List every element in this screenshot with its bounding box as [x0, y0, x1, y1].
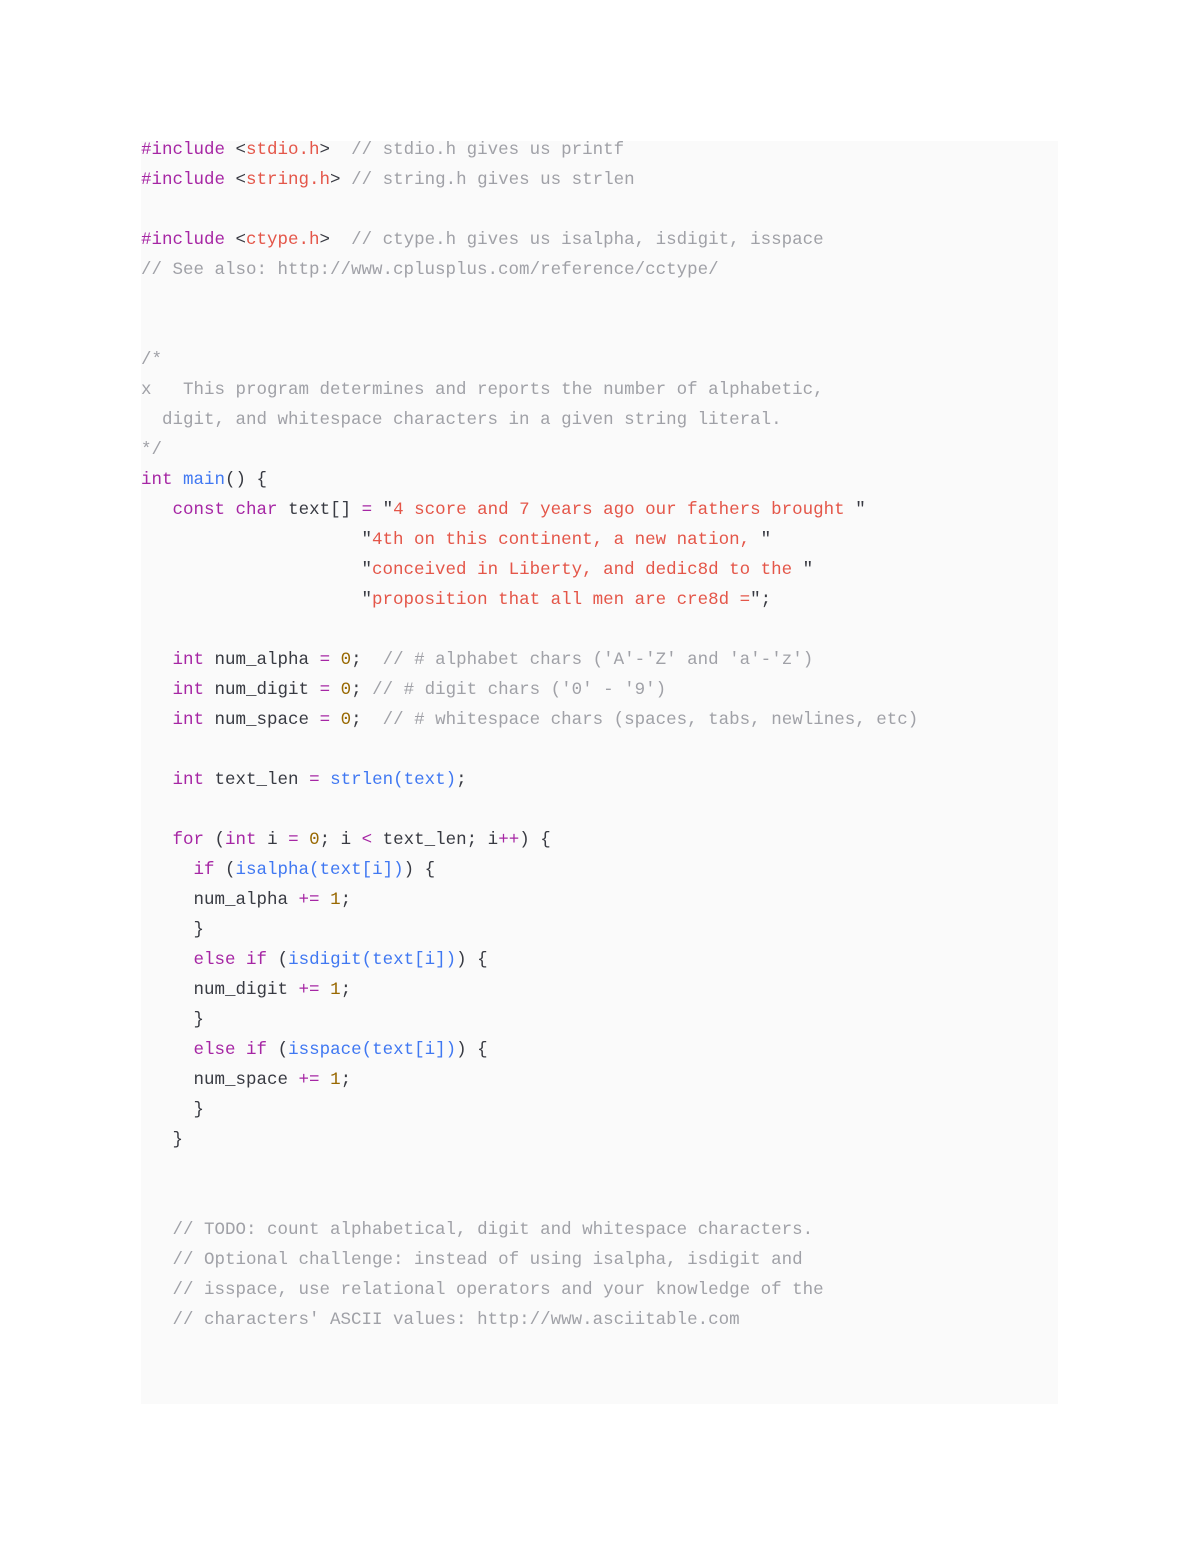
code-token-keyword: else [193, 1040, 236, 1060]
code-token-string: 4th on this continent, a new nation, [372, 530, 761, 550]
code-token-keyword: int [172, 710, 205, 730]
code-token-plain: ( [204, 830, 226, 850]
code-token-plain: num_space [204, 710, 320, 730]
code-token-plain: () { [225, 470, 268, 490]
code-token-plain: ; [340, 890, 352, 910]
code-token-keyword: else [193, 950, 236, 970]
code-token-plain: text_len; i [372, 830, 499, 850]
code-token-comment: x This program determines and reports the number of alphabetic, [141, 380, 824, 400]
code-token-comment: // TODO: count alphabetical, digit and whitespace characters. [172, 1220, 814, 1240]
code-token-number: 1 [330, 1070, 341, 1090]
code-token-plain: num_alpha [141, 890, 299, 910]
code-token-plain: > [319, 140, 352, 160]
code-token-operator: = [288, 830, 299, 850]
code-token-plain: < [225, 170, 247, 190]
code-token-plain [320, 1070, 331, 1090]
code-line [141, 648, 813, 672]
code-line [141, 1308, 740, 1332]
code-token-plain: ) { [456, 1040, 488, 1060]
code-token-plain: " [141, 530, 373, 550]
code-line [141, 768, 467, 792]
code-token-keyword: #include [141, 140, 226, 160]
code-line [141, 1098, 204, 1122]
code-token-plain [236, 1040, 247, 1060]
code-line [141, 1068, 351, 1092]
code-token-plain: num_digit [204, 680, 320, 700]
code-token-keyword: int [172, 680, 205, 700]
code-token-plain [330, 650, 341, 670]
code-token-operator: = [361, 500, 373, 520]
code-token-comment: // isspace, use relational operators and your knowledge of the [172, 1280, 824, 1300]
code-token-plain: " [141, 590, 373, 610]
code-line [141, 438, 162, 462]
code-token-comment: // # digit chars ('0' - '9') [372, 680, 667, 700]
code-token-comment: // Optional challenge: instead of using isalpha, isdigit and [172, 1250, 803, 1270]
code-token-function: isalpha(text[i]) [235, 860, 404, 880]
code-token-number: 0 [340, 650, 352, 670]
code-token-plain: i [256, 830, 289, 850]
code-token-keyword: char [235, 500, 278, 520]
code-token-plain [225, 500, 236, 520]
code-token-comment: // # alphabet chars ('A'-'Z' and 'a'-'z') [382, 650, 814, 670]
code-line [141, 1218, 813, 1242]
code-token-comment: */ [141, 440, 163, 460]
code-token-keyword: if [246, 950, 268, 970]
code-token-keyword: if [246, 1040, 268, 1060]
code-token-plain: text[] [277, 500, 362, 520]
code-line [141, 228, 824, 252]
code-token-comment: // # whitespace chars (spaces, tabs, newlines, etc) [382, 710, 919, 730]
code-line [141, 258, 719, 282]
code-line [141, 678, 666, 702]
code-token-plain: " [760, 530, 772, 550]
code-line [141, 978, 351, 1002]
code-token-plain: ; i [319, 830, 362, 850]
code-token-plain [320, 890, 331, 910]
code-token-plain [141, 500, 173, 520]
code-token-function: strlen(text) [330, 770, 457, 790]
code-token-plain: text_len [204, 770, 310, 790]
code-token-plain [141, 1040, 194, 1060]
code-token-plain: ; [340, 980, 352, 1000]
code-token-comment: /* [141, 350, 163, 370]
code-token-operator: += [298, 980, 320, 1000]
code-token-string: proposition that all men are cre8d = [372, 590, 751, 610]
code-token-plain: " [372, 500, 394, 520]
code-token-plain [299, 830, 310, 850]
code-line [141, 1008, 204, 1032]
code-token-plain: ) { [519, 830, 551, 850]
code-token-plain: } [141, 1010, 205, 1030]
code-token-plain: ; [340, 1070, 352, 1090]
code-token-operator: ++ [498, 830, 520, 850]
code-token-string: stdio.h [246, 140, 320, 160]
code-token-plain [141, 650, 173, 670]
code-token-string: conceived in Liberty, and dedic8d to the [372, 560, 803, 580]
code-token-plain: ; [351, 710, 383, 730]
code-line [141, 378, 824, 402]
code-token-plain: < [225, 230, 247, 250]
code-token-number: 0 [340, 710, 352, 730]
code-token-keyword: #include [141, 170, 226, 190]
code-line [141, 1128, 183, 1152]
code-line [141, 888, 351, 912]
code-token-plain: ) { [403, 860, 436, 880]
code-line [141, 1038, 488, 1062]
code-line [141, 138, 624, 162]
code-token-plain [236, 950, 247, 970]
code-token-plain [330, 710, 341, 730]
code-token-plain [330, 680, 341, 700]
code-token-keyword: int [225, 830, 257, 850]
code-token-keyword: int [172, 770, 205, 790]
code-line [141, 858, 435, 882]
code-token-keyword: #include [141, 230, 226, 250]
code-token-plain [141, 1250, 173, 1270]
code-token-comment: // stdio.h gives us printf [351, 140, 625, 160]
code-token-number: 0 [309, 830, 320, 850]
code-token-plain [141, 1220, 173, 1240]
code-token-plain [141, 680, 173, 700]
code-token-plain [141, 770, 173, 790]
code-token-plain [141, 950, 194, 970]
code-line [141, 408, 782, 432]
code-line [141, 828, 551, 852]
code-token-plain: < [225, 140, 247, 160]
code-token-plain: ; [456, 770, 467, 790]
code-line [141, 948, 488, 972]
code-token-operator: = [309, 770, 320, 790]
code-token-comment: // See also: http://www.cplusplus.com/reference/cctype/ [141, 260, 719, 280]
code-token-number: 1 [330, 890, 341, 910]
code-token-plain: " [855, 500, 866, 520]
code-token-string: string.h [246, 170, 331, 190]
code-token-operator: = [319, 680, 331, 700]
code-token-plain: } [141, 920, 205, 940]
code-token-function: isdigit(text[i]) [288, 950, 457, 970]
code-token-plain [320, 770, 331, 790]
code-token-plain: " [802, 560, 814, 580]
code-token-plain [141, 710, 173, 730]
code-token-string: ctype.h [246, 230, 320, 250]
code-token-comment: // characters' ASCII values: http://www.asciitable.com [172, 1310, 740, 1330]
code-token-string: 4 score and 7 years ago our fathers brought [393, 500, 856, 520]
code-line [141, 528, 771, 552]
code-token-operator: = [319, 650, 331, 670]
code-line [141, 168, 635, 192]
code-token-plain: > [319, 230, 352, 250]
code-token-plain: ; [351, 650, 383, 670]
code-token-plain: ; [351, 680, 373, 700]
code-token-keyword: if [193, 860, 215, 880]
code-token-function: isspace(text[i]) [288, 1040, 457, 1060]
code-token-keyword: const [172, 500, 226, 520]
code-token-plain: "; [750, 590, 772, 610]
code-token-number: 1 [330, 980, 341, 1000]
code-token-operator: = [319, 710, 331, 730]
code-line [141, 348, 162, 372]
code-line [141, 558, 813, 582]
code-token-comment: // ctype.h gives us isalpha, isdigit, isspace [351, 230, 824, 250]
code-token-plain: ) { [456, 950, 488, 970]
code-token-plain [141, 1310, 173, 1330]
code-token-operator: < [361, 830, 373, 850]
code-token-plain: " [141, 560, 373, 580]
code-token-plain [141, 860, 194, 880]
code-line [141, 468, 267, 492]
code-token-plain: } [141, 1130, 184, 1150]
code-line [141, 918, 204, 942]
code-token-plain: num_space [141, 1070, 299, 1090]
code-token-number: 0 [340, 680, 352, 700]
code-token-keyword: int [172, 650, 205, 670]
code-token-keyword: for [172, 830, 205, 850]
code-token-plain: ( [214, 860, 236, 880]
code-token-plain [173, 470, 184, 490]
code-token-plain: num_alpha [204, 650, 320, 670]
code-line [141, 498, 866, 522]
code-token-plain [320, 980, 331, 1000]
code-token-plain [141, 1280, 173, 1300]
code-token-comment: // string.h gives us strlen [351, 170, 635, 190]
code-line [141, 588, 771, 612]
code-token-plain: } [141, 1100, 205, 1120]
code-token-operator: += [298, 890, 320, 910]
code-line [141, 1248, 803, 1272]
code-line [141, 708, 918, 732]
code-token-comment: digit, and whitespace characters in a given string literal. [141, 410, 782, 430]
code-line [141, 1278, 824, 1302]
code-token-plain [141, 830, 173, 850]
code-token-plain: ( [267, 950, 289, 970]
code-token-plain: num_digit [141, 980, 299, 1000]
code-token-keyword: int [141, 470, 173, 490]
code-token-plain: ( [267, 1040, 289, 1060]
code-token-function: main [183, 470, 226, 490]
code-token-operator: += [298, 1070, 320, 1090]
code-token-plain: > [330, 170, 352, 190]
